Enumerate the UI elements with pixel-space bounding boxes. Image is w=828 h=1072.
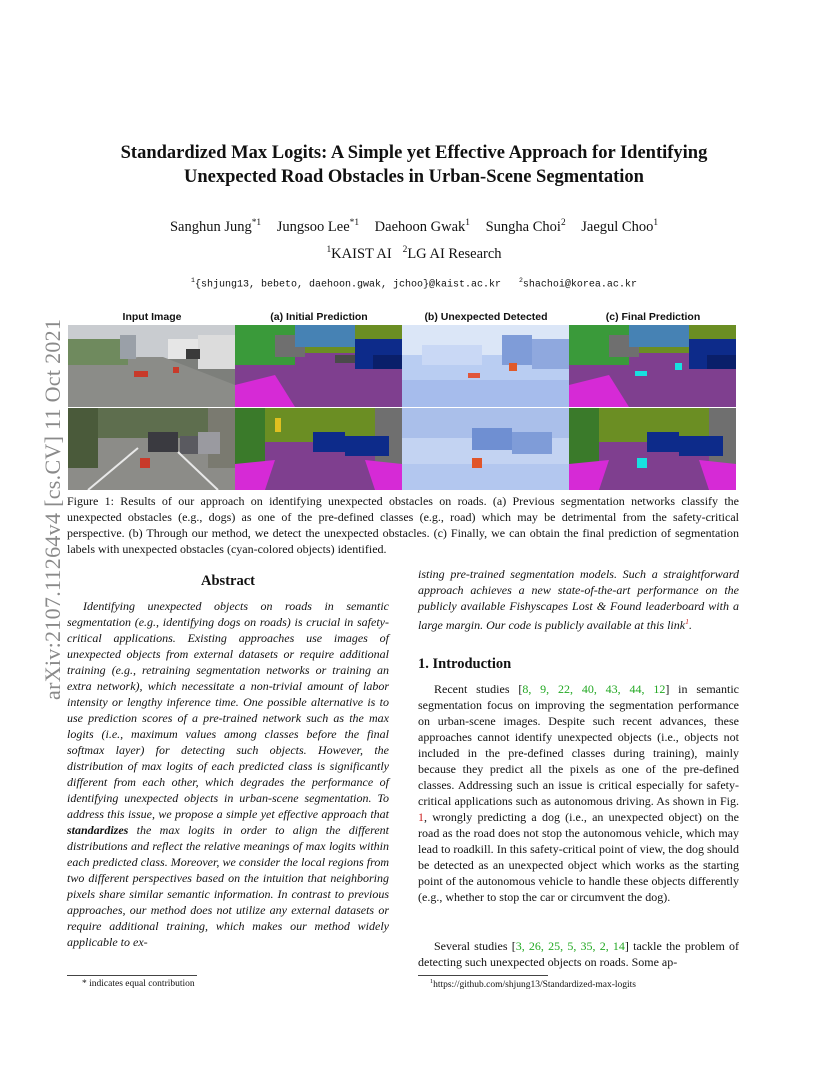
paper-title — [80, 141, 748, 189]
figure-column-header: (a) Initial Prediction — [270, 311, 368, 323]
figure-column-header: Input Image — [122, 311, 182, 323]
citation-link[interactable]: 8, 9, 22, 40, 43, 44, 12 — [522, 682, 666, 696]
citation-link[interactable]: 3, 26, 25, 5, 35, 2, 14 — [515, 939, 625, 953]
bold-word: standardizes — [67, 823, 129, 837]
arxiv-stamp — [20, 290, 65, 700]
figure-reference-link[interactable]: 1 — [418, 810, 424, 824]
intro-paragraph: Several studies [3, 26, 25, 5, 35, 2, 14] tackle the problem of detecting such unexpected objects on roads. Some ap- — [418, 939, 740, 969]
author: Jungsoo Lee$^{*1}$ — [276, 218, 360, 235]
intro-heading: 1. Introduction — [418, 656, 512, 672]
affiliation: LG AI Research — [407, 245, 502, 262]
footnote-equal-contribution: * indicates equal contribution — [82, 979, 195, 989]
abstract-continuation: isting pre-trained segmentation models. Such a straightforward approach achieves a new state-of-the-art performance on the publicly available Fishyscapes Lost & Found leaderboard with a large margin. Our code is publicly available at this link$^1$. — [418, 567, 739, 632]
author-list — [80, 218, 748, 236]
email-kaist: {shjung13, bebeto, daehoon.gwak, jchoo}@kaist.ac.kr — [194, 279, 501, 291]
affiliations: $^1$KAIST AI $^2$LG AI Research — [326, 245, 502, 262]
figure-column-header: (b) Unexpected Detected — [424, 311, 548, 323]
author: Jaegul Choo$^1$ — [581, 218, 659, 235]
figure-unexpected-detected-2 — [402, 408, 569, 490]
figure-unexpected-detected-1 — [402, 325, 569, 407]
author: Sungha Choi$^2$ — [485, 218, 566, 235]
intro-paragraph: Recent studies [8, 9, 22, 40, 43, 44, 12] in semantic segmentation focus on improving the segmentation performance on urban-scene images. Despite such recent advances, these approaches cannot identify unexpected objects (i.e., objects not included in the pre-defined classes during training), mainly because they predict all the pixels as one of the pre-defined classes. Addressing such an issue is critical especially for safety-critical applications such as autonomous driving. As shown in Fig. 1, wrongly predicting a dog (i.e., an unexpected object) on the road as the road does not stop the autonomous vehicle, which may lead to roadkill. In this safety-critical point of view, the dog should be detected as an unexpected object which works as the starting point of the autonomous vehicle to handle these objects differently (e.g., whether to stop the car or circumvent the dog). — [418, 682, 739, 904]
author: Sanghun Jung$^{*1}$ — [169, 218, 262, 235]
author: Daehoon Gwak$^1$ — [374, 218, 470, 235]
abstract-body: Identifying unexpected objects on roads in semantic segmentation (e.g., identifying dogs on roads) is crucial in safety-critical applications. Existing approaches use images of unexpected objects from external datasets or require additional training (e.g., retraining segmentation networks or training an extra network), which necessitate a non-trivial amount of labor intensity or lengthy inference time. One possible alternative is to use prediction scores of a pre-trained network such as the max logits (i.e., maximum values among classes before the final softmax layer) for detecting such objects. However, the distribution of max logits of each predicted class is significantly different from each other, which degrades the performance of identifying unexpected objects in urban-scene segmentation. To address this issue, we propose a simple yet effective approach that standardizes the max logits in order to align the different distributions and reflect the relative meanings of max logits within each predicted class. Moreover, we consider the local regions from two different perspectives based on the intuition that neighboring pixels share similar semantic information. In contrast to previous approaches, our method does not utilize any external datasets or require additional training, which makes our method widely applicable to ex- — [67, 599, 389, 949]
figure-initial-prediction-2 — [235, 408, 402, 490]
figure-final-prediction-2 — [569, 408, 736, 490]
footnote-code-link[interactable]: $^1$https://github.com/shjung13/Standardized-max-logits — [430, 979, 636, 991]
figure-column-header: (c) Final Prediction — [605, 311, 701, 323]
figure-final-prediction-1 — [569, 325, 736, 407]
affiliation: KAIST AI — [331, 245, 392, 262]
title-line-2: Unexpected Road Obstacles in Urban-Scene Segmentation — [184, 167, 644, 187]
figure-caption: Figure 1: Results of our approach on identifying unexpected obstacles on roads. (a) Previous segmentation networks classify the unexpected obstacles (e.g., dogs) as one of the pre-defined classes (e.g., road) which may be detrimental from the safety-critical perspective. (b) Through our method, we detect the unexpected obstacles. (c) Finally, we can obtain the final prediction of segmentation labels with unexpected obstacles (cyan-colored objects) identified. — [67, 494, 739, 556]
figure-initial-prediction-1 — [235, 325, 402, 407]
title-line-1: Standardized Max Logits: A Simple yet Effective Approach for Identifying — [120, 143, 708, 163]
figure-input-image-2 — [68, 408, 235, 490]
arxiv-stamp-text: arXiv:2107.11264v4 [cs.CV] 11 Oct 2021 — [40, 318, 65, 700]
author-emails: $^1${shjung13, bebeto, daehoon.gwak, jchoo}@kaist.ac.kr $^2$shachoi@korea.ac.kr — [191, 277, 637, 291]
abstract-heading: Abstract — [201, 573, 255, 589]
footnote-divider — [67, 975, 197, 976]
figure-input-image-1 — [68, 325, 235, 407]
footnote-divider — [418, 975, 548, 976]
email-korea: shachoi@korea.ac.kr — [522, 279, 637, 291]
